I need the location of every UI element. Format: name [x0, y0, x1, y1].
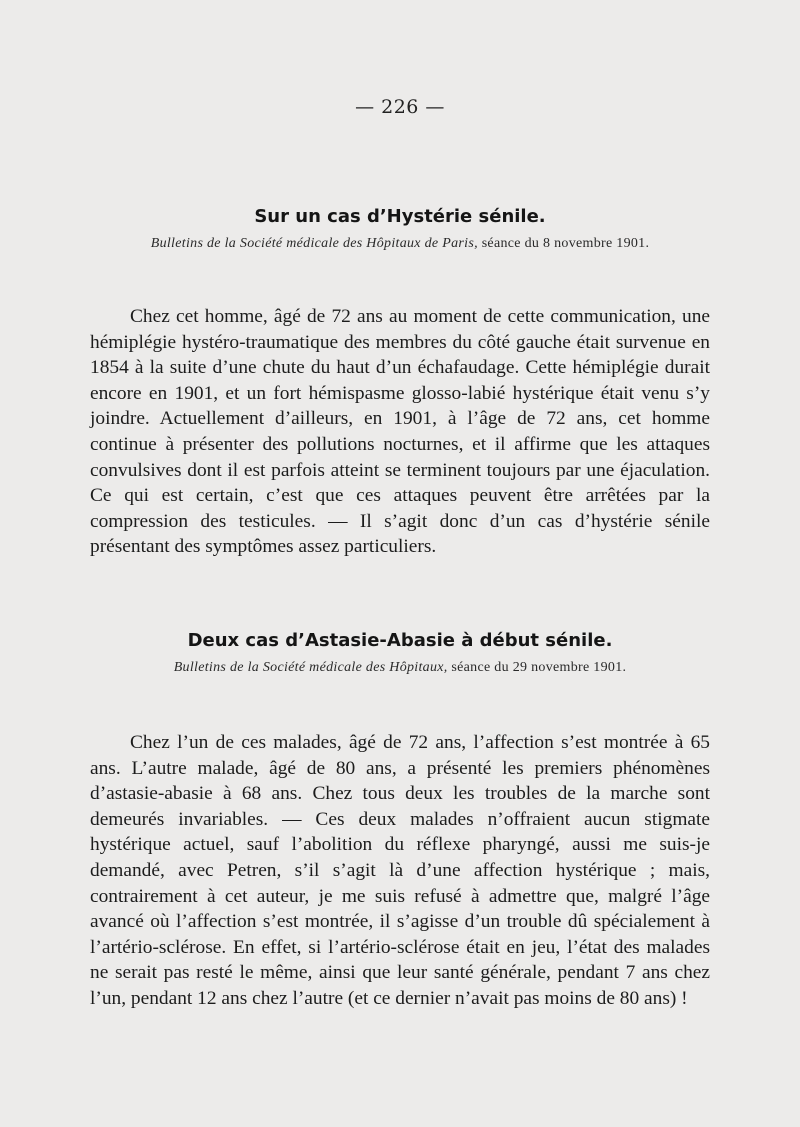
section-title-astasie-abasie: Deux cas d’Astasie-Abasie à début sénile. [187, 630, 613, 651]
section-citation [0, 236, 800, 252]
page-number: — 226 — [355, 96, 445, 118]
section-body [90, 730, 710, 1012]
citation-source: Bulletins de la Société médicale des Hôpitaux, [173, 660, 448, 675]
paragraph: Chez cet homme, âgé de 72 ans au moment de cette communication, une hémiplégie hystéro-traumatique des membres du côté gauche était survenue en 1854 à la suite d’une chute du haut d’un échafaudage. Cette hémiplégie durait encore en 1901, et un fort hémispasme glosso-labié hystérique était venu s’y joindre. Actuellement d’ailleurs, en 1901, à l’âge de 72 ans, cet homme continue à présenter des pollutions nocturnes, et il affirme que les attaques convulsives dont il est parfois atteint se terminent toujours par une éjaculation. Ce qui est certain, c’est que ces attaques peuvent être arrêtées par la compression des testicules. — Il s’agit donc d’un cas d’hystérie sénile présentant des symptômes assez particuliers. [90, 306, 710, 558]
citation-source: Bulletins de la Société médicale des Hôpitaux de Paris, [150, 236, 478, 251]
section-body [90, 304, 710, 560]
paragraph: Chez l’un de ces malades, âgé de 72 ans, l’affection s’est montrée à 65 ans. L’autre malade, âgé de 80 ans, a présenté les premiers phénomènes d’astasie-abasie à 68 ans. Chez tous deux les troubles de la marche sont demeurés invariables. — Ces deux malades n’offraient aucun stigmate hystérique actuel, sauf l’abolition du réflexe pharyngé, aussi me suis-je demandé, avec Petren, s’il s’agit là d’une affection hystérique ; mais, contrairement à cet auteur, je me suis refusé à admettre que, malgré l’âge avancé où l’affection s’est montrée, il s’agisse d’un trouble dû spécialement à l’artério-sclérose. En effet, si l’artério-sclérose était en jeu, l’état des malades ne serait pas resté le même, ainsi que leur santé générale, pendant 7 ans chez l’un, pendant 12 ans chez l’autre (et ce dernier n’avait pas moins de 80 ans) ! [90, 732, 710, 1009]
section-citation [0, 660, 800, 676]
citation-date: séance du 8 novembre 1901. [481, 236, 650, 251]
citation-date: séance du 29 novembre 1901. [451, 660, 627, 675]
section-title-hysterie-senile: Sur un cas d’Hystérie sénile. [254, 206, 546, 227]
